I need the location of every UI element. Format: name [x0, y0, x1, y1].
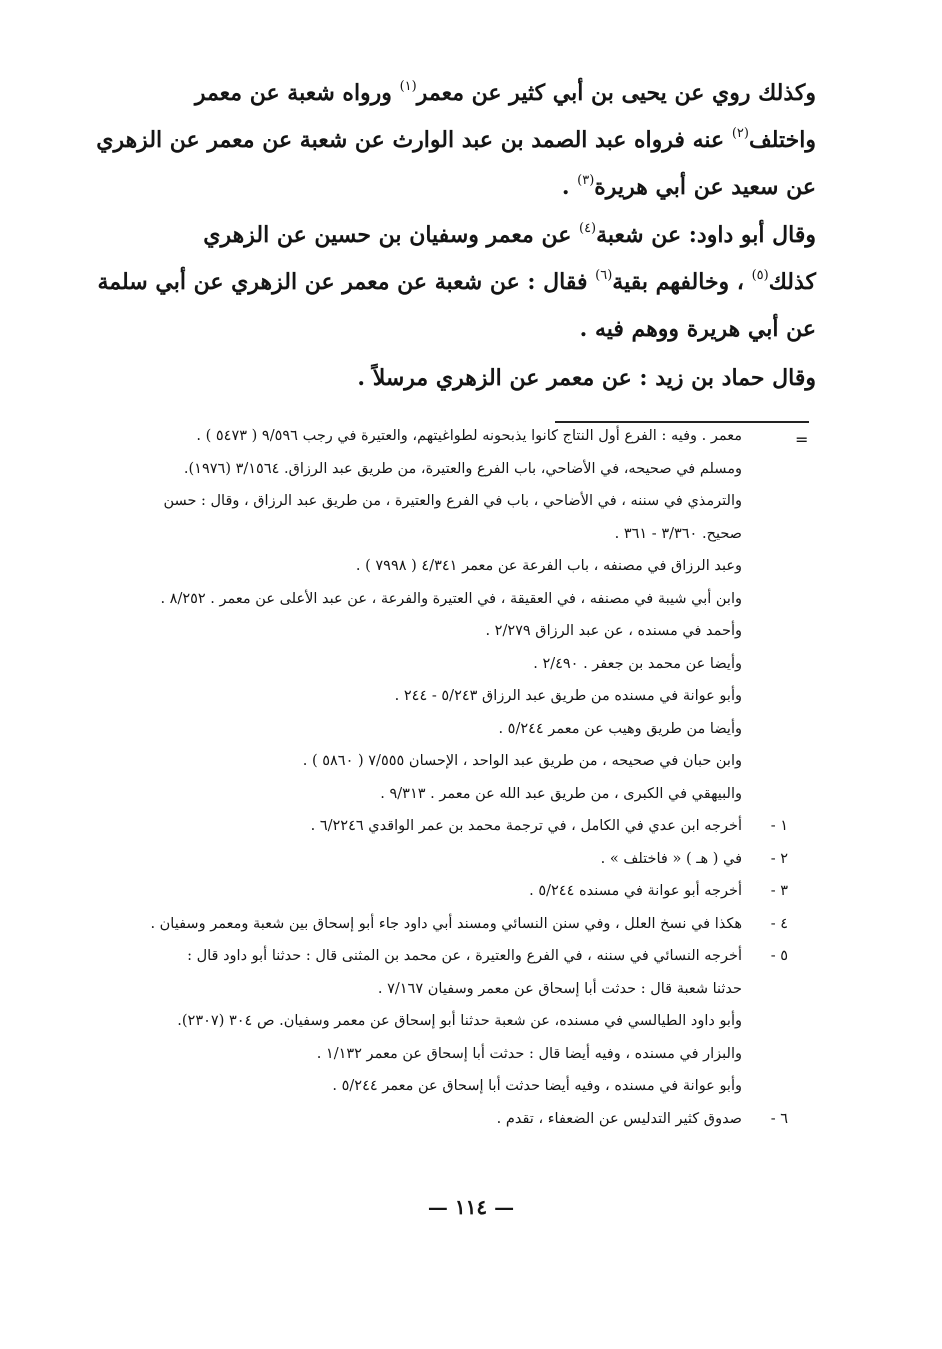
main-paragraph [97, 212, 816, 353]
text-segment: فقال : عن شعبة عن معمر عن الزهري عن أبي سلمة [97, 269, 596, 295]
footnote-line [108, 518, 788, 551]
footnote-line [108, 973, 788, 1006]
text-segment: عن معمر وسفيان بن حسين عن الزهري [203, 222, 579, 248]
footnote-line [108, 713, 788, 746]
footnote-line [108, 680, 788, 713]
footnote-number: ٦ - [770, 1110, 788, 1127]
text-segment: عن أبي هريرة ووهم فيه . [579, 316, 816, 342]
footnote-number: ٤ - [770, 915, 788, 932]
footnote-line [108, 843, 788, 876]
footnote-line [108, 778, 788, 811]
footnote-line [108, 745, 788, 778]
main-line [136, 355, 816, 402]
text-segment: . [561, 174, 578, 200]
main-line [108, 212, 816, 259]
footnote-text: أخرجه النسائي في سننه ، في الفرع والعتيرة ، عن محمد بن المثنى قال : حدثنا أبو داود قال : [187, 948, 742, 964]
footnote-number: ١ - [770, 818, 788, 834]
footnote-ref: (١) [399, 79, 417, 94]
footnote-line [108, 1038, 788, 1071]
footnote-text: حدثنا شعبة قال : حدثت أبا إسحاق عن معمر وسفيان ٧/١٦٧ . [377, 980, 742, 997]
footnote-line [108, 908, 788, 941]
footnote-line [108, 1005, 788, 1038]
footnote-line [108, 615, 788, 648]
footnote-line [108, 810, 788, 843]
main-paragraph [136, 355, 816, 402]
main-line [108, 70, 816, 117]
footnote-text: صحيح. ٣/٣٦٠ - ٣٦١ . [614, 525, 742, 542]
text-segment: كذلك [768, 269, 816, 295]
footnote-text: والترمذي في سننه ، في الأضاحي ، باب في الفرع والعتيرة ، من طريق عبد الرزاق ، وقال : حسن [163, 493, 742, 509]
main-line [96, 117, 816, 164]
footnote-continuation-mark: = [795, 430, 809, 449]
footnote-number: ٥ - [770, 948, 788, 964]
main-line [97, 259, 816, 306]
text-segment: وكذلك روي عن يحيى بن أبي كثير عن معمر [416, 80, 816, 106]
footnote-text: معمر . وفيه : الفرع أول النتاج كانوا يذبحونه لطواغيتهم، والعتيرة في رجب ٩/٥٩٦ ( ٥٤٧٣ ) . [196, 428, 742, 444]
footnote-text: وأبو عوانة في مسنده من طريق عبد الرزاق ٥/٢٤٣ - ٢٤٤ . [394, 688, 742, 704]
main-line [108, 164, 816, 211]
footnote-line [108, 1103, 788, 1136]
footnote-text: وأبو عوانة في مسنده ، وفيه أيضا حدثت أبا إسحاق عن معمر ٥/٢٤٤ . [332, 1078, 742, 1094]
footnote-line [108, 875, 788, 908]
footnote-text: وأبو داود الطيالسي في مسنده، عن شعبة حدثنا أبو إسحاق عن معمر وسفيان. ص ٣٠٤ (٢٣٠٧). [177, 1013, 742, 1029]
footnote-line [108, 420, 788, 453]
footnotes [108, 420, 788, 1135]
footnote-text: وأحمد في مسنده ، عن عبد الرزاق ٢/٢٧٩ . [485, 623, 742, 639]
footnote-line [108, 1070, 788, 1103]
footnote-line [108, 485, 788, 518]
text-segment: وقال حماد بن زيد : عن معمر عن الزهري مرسلاً . [357, 365, 816, 391]
text-segment: واختلف [748, 127, 816, 153]
footnote-number: ٣ - [770, 883, 788, 899]
footnote-line [108, 940, 788, 973]
footnote-text: وابن أبي شيبة في مصنفه ، في العقيقة ، في العتيرة والفرعة ، عن عبد الأعلى عن معمر . ٨/٢٥٢ . [160, 590, 742, 607]
footnote-line [108, 648, 788, 681]
footnote-text: والبزار في مسنده ، وفيه أيضا قال : حدثت أبا إسحاق عن معمر ١/١٣٢ . [316, 1045, 742, 1062]
text-segment: عن سعيد عن أبي هريرة [594, 174, 816, 200]
footnote-text: أخرجه أبو عوانة في مسنده ٥/٢٤٤ . [529, 883, 742, 899]
footnote-number: ٢ - [770, 850, 788, 867]
footnote-text: في ( هـ ) « فاختلف » . [600, 850, 742, 867]
footnote-text: ومسلم في صحيحه، في الأضاحي، باب الفرع والعتيرة، من طريق عبد الرزاق. ٣/١٥٦٤ (١٩٧٦). [183, 460, 742, 477]
footnote-text: صدوق كثير التدليس عن الضعفاء ، تقدم . [496, 1110, 742, 1127]
footnote-text: وأيضا من طريق وهيب عن معمر ٥/٢٤٤ . [498, 720, 742, 737]
text-segment: وقال أبو داود: عن شعبة [596, 222, 816, 248]
text-segment: ورواه شعبة عن معمر [194, 80, 400, 106]
footnote-line [108, 550, 788, 583]
footnote-text: وعبد الرزاق في مصنفه ، باب الفرعة عن معمر ٤/٣٤١ ( ٧٩٩٨ ) . [355, 558, 742, 574]
footnote-text: وأيضا عن محمد بن جعفر . ٢/٤٩٠ . [533, 655, 742, 672]
main-paragraph [96, 70, 816, 211]
footnote-text: وابن حبان في صحيحه ، من طريق عبد الواحد ، الإحسان ٧/٥٥٥ ( ٥٨٦٠ ) . [302, 753, 742, 769]
footnote-ref: (٦) [595, 268, 613, 283]
footnote-line [108, 583, 788, 616]
footnote-ref: (٣) [577, 173, 595, 188]
footnote-ref: (٤) [578, 221, 597, 236]
footnote-text: والبيهقي في الكبرى ، من طريق عبد الله عن معمر . ٩/٣١٣ . [380, 785, 742, 802]
text-segment: عنه فرواه عبد الصمد بن عبد الوارث عن شعبة عن معمر عن الزهري [96, 127, 732, 153]
text-segment: ، وخالفهم بقية [612, 269, 752, 295]
footnote-text: أخرجه ابن عدي في الكامل ، في ترجمة محمد بن عمر الواقدي ٦/٢٢٤٦ . [310, 818, 742, 834]
page-number: — ١١٤ — [427, 1195, 515, 1219]
footnote-ref: (٥) [751, 268, 769, 283]
footnote-ref: (٢) [731, 126, 749, 141]
footnote-text: هكذا في نسخ العلل ، وفي سنن النسائي ومسند أبي داود جاء أبو إسحاق بين شعبة ومعمر وسفيان . [150, 915, 742, 932]
footnote-line [108, 453, 788, 486]
main-line [108, 306, 816, 353]
